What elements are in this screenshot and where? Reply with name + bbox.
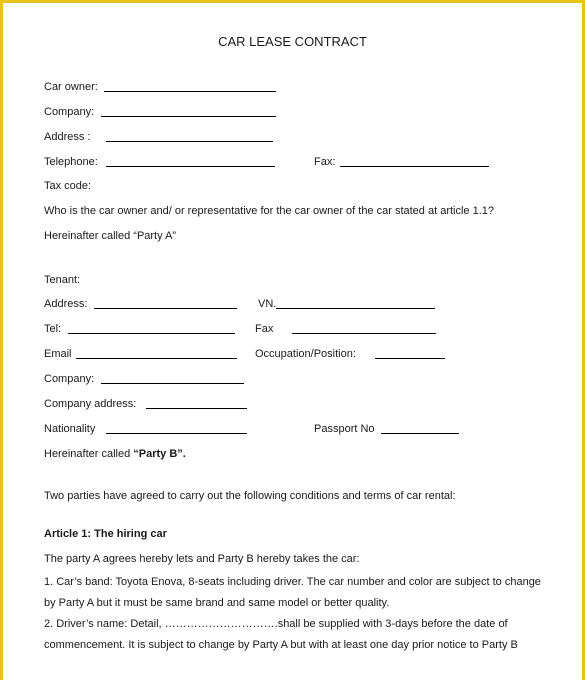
address-a-label: Address : [44,131,91,143]
called-prefix-a: Hereinafter called [44,230,134,242]
address-b-label: Address: [44,298,88,310]
company-a-field[interactable] [101,116,276,117]
telephone-a-label: Telephone: [44,156,98,168]
page-title: CAR LEASE CONTRACT [218,34,367,49]
nationality-label: Nationality [44,423,96,435]
address-a-field[interactable] [106,141,273,142]
fax-b-field[interactable] [292,333,436,334]
company-address-field[interactable] [146,408,247,409]
telephone-a-field[interactable] [106,166,275,167]
occupation-field[interactable] [375,358,445,359]
occupation-label: Occupation/Position: [255,348,356,360]
car-owner-field[interactable] [104,91,276,92]
fax-b-label: Fax [255,323,274,335]
vn-field[interactable] [276,308,435,309]
address-b-field[interactable] [94,308,237,309]
article-1-item-2-line-1: 2. Driver’s name: Detail, ………………………….shall be supplied with 3-days before the date of [44,618,508,630]
tax-code-label: Tax code: [44,180,92,192]
company-address-label: Company address: [44,398,137,410]
passport-field[interactable] [381,433,459,434]
article-1-heading: Article 1: The hiring car [44,528,167,540]
tel-b-field[interactable] [68,333,235,334]
article-1-item-2-line-2: commencement. It is subject to change by Party A but with at least one day prior notice to Party B [44,639,518,651]
fax-a-label: Fax: [314,156,336,168]
nationality-field[interactable] [106,433,247,434]
party-b-name: “Party B”. [133,448,186,460]
party-a-designation [44,230,176,243]
called-prefix-b: Hereinafter called [44,448,134,460]
article-1-intro: The party A agrees hereby lets and Party B hereby takes the car: [44,553,360,565]
contract-page [3,3,582,680]
tel-b-label: Tel: [44,323,62,335]
article-1-item-1-line-1: 1. Car’s band: Toyota Enova, 8-seats including driver. The car number and color are subject to change [44,576,541,588]
article-1-item-1-line-2: by Party A but it must be same brand and same model or better quality. [44,597,390,609]
vn-label: VN. [258,298,277,310]
party-b-designation [44,448,186,461]
fax-a-field[interactable] [340,166,489,167]
car-owner-label: Car owner: [44,81,98,93]
email-field[interactable] [76,358,237,359]
owner-question: Who is the car owner and/ or representative for the car owner of the car stated at article 1.1? [44,205,495,217]
party-a-name: “Party A” [133,230,177,242]
agreement-text: Two parties have agreed to carry out the following conditions and terms of car rental: [44,490,456,502]
passport-label: Passport No [314,423,375,435]
tenant-label: Tenant: [44,274,81,286]
company-b-field[interactable] [101,383,244,384]
email-label: Email [44,348,72,360]
company-b-label: Company: [44,373,95,385]
company-a-label: Company: [44,106,95,118]
